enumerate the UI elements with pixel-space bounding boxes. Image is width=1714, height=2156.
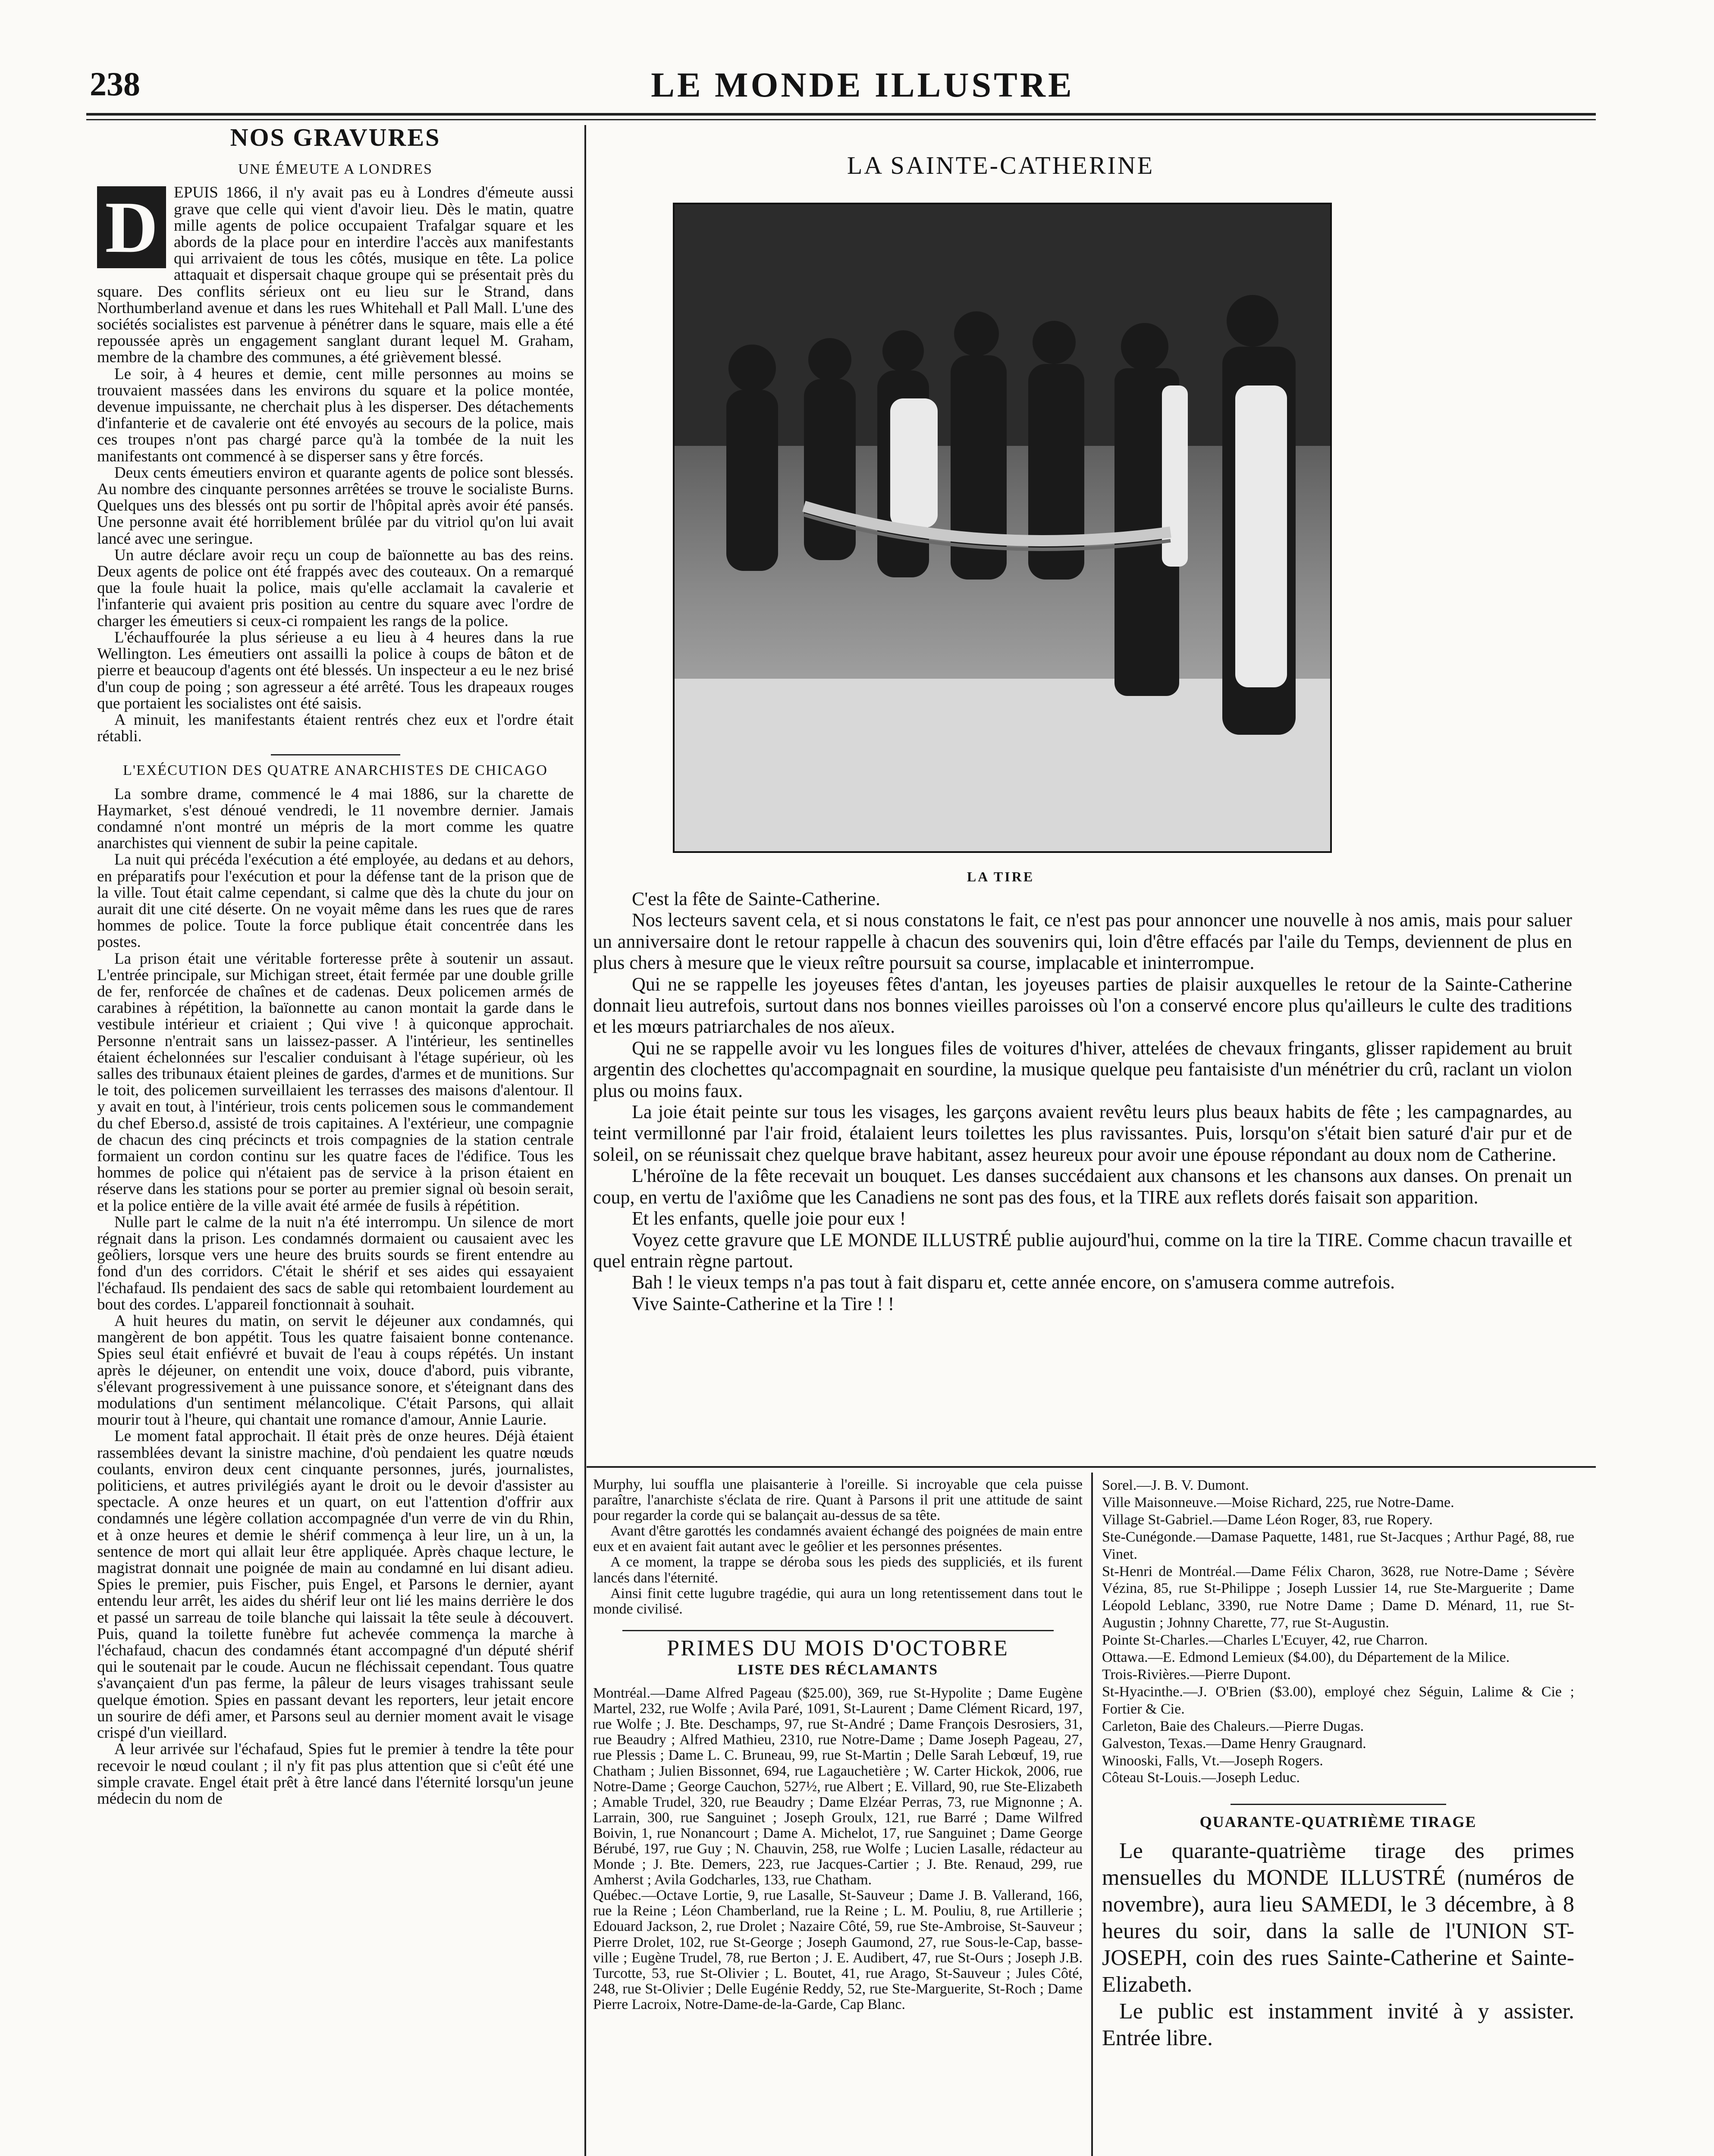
primes-entry: St-Hyacinthe.—J. O'Brien ($3.00), employé chez Séguin, Lalime & Cie ; Fortier & Cie. — [1102, 1683, 1574, 1717]
execution-continued-paragraph: Ainsi finit cette lugubre tragédie, qui aura un long retentissement dans tout le monde civilisé. — [593, 1585, 1083, 1617]
primes-entry: Village St-Gabriel.—Dame Léon Roger, 83, rue Ropery. — [1102, 1511, 1433, 1528]
sainte-catherine-paragraph: Vive Sainte-Catherine et la Tire ! ! — [632, 1293, 895, 1314]
execution-subtitle: L'EXÉCUTION DES QUATRE ANARCHISTES DE CHICAGO — [123, 762, 548, 779]
primes-entry: Montréal.—Dame Alfred Pageau ($25.00), 369, rue St-Hypolite ; Dame Eugène Martel, 232, rue Wolfe ; Avila Paré, 1091, St-Laurent ; Dame Clément Ricard, 197, rue Wolfe ; J. Bte. Deschamps, 97, rue St-André ; Dame François Desrosiers, 31, rue Beaudry ; Alfred Mathieu, 2310, rue Notre-Dame ; Dame Joseph Pageau, 27, rue Plessis ; Dame L. C. Bruneau, 99, rue St-Martin ; Delle Sarah Lebœuf, 19, rue Chatham ; Julien Bissonnet, 694, rue Lagauchetière ; W. Carter Hickok, 2006, rue Notre-Dame ; George Cauchon, 527½, rue Albert ; E. Villard, 90, rue Ste-Elizabeth ; Amable Trudel, 320, rue Beaudry ; Dame Elzéar Perras, 73, rue Mignonne ; A. Larrain, 300, rue Sanguinet ; Joseph Groulx, 121, rue Barré ; Dame Wilfred Boivin, 1, rue Nonancourt ; Dame A. Michelot, 17, rue Sanguinet ; Dame George Bérubé, 197, rue Guy ; N. Chauvin, 258, rue Wolfe ; Lucien Lasalle, rédacteur au Monde ; J. Bte. Demers, 223, rue Jacques-Cartier ; J. Bte. Renaud, 299, rue Amherst ; Avila Godcharles, 133, rue Chatham. — [593, 1685, 1083, 1888]
la-tire-engraving — [673, 203, 1332, 853]
nos-gravures-column — [97, 123, 574, 1808]
primes-entry: Ottawa.—E. Edmond Lemieux ($4.00), du Département de la Milice. — [1102, 1649, 1510, 1666]
primes-entry: Sorel.—J. B. V. Dumont. — [1102, 1477, 1249, 1493]
primes-entry: Québec.—Octave Lortie, 9, rue Lasalle, St-Sauveur ; Dame J. B. Vallerand, 166, rue la Reine ; Léon Chamberland, rue la Reine ; L. M. Pouliu, 8, rue Artillerie ; Edouard Jackson, 2, rue Drolet ; Nazaire Côté, 59, rue Ste-Ambroise, St-Sauveur ; Pierre Drolet, 102, rue St-George ; Joseph Gaumond, 27, rue Sous-le-Cap, basse-ville ; Eugène Trudel, 78, rue Berton ; J. E. Audibert, 47, rue St-Ours ; Joseph J.B. Turcotte, 53, rue St-Olivier ; L. Boutet, 41, rue Arago, St-Sauveur ; Jules Côté, 248, rue St-Olivier ; Delle Eugénie Reddy, 52, rue Ste-Marguerite, St-Roch ; Dame Pierre Lacroix, Notre-Dame-de-la-Garde, Cap Blanc. — [593, 1887, 1083, 2012]
article-divider — [271, 754, 400, 755]
primes-subtitle: LISTE DES RÉCLAMANTS — [737, 1661, 939, 1678]
tirage-notice — [1102, 1838, 1574, 2052]
primes-entry: Ste-Cunégonde.—Damase Paquette, 1481, rue St-Jacques ; Arthur Pagé, 88, rue Vinet. — [1102, 1529, 1574, 1562]
tirage-rule — [1231, 1804, 1446, 1805]
primes-entry: St-Henri de Montréal.—Dame Félix Charon, 3628, rue Notre-Dame ; Sévère Vézina, 85, rue St-Philippe ; Joseph Lussier 14, rue Ste-Marguerite ; Dame Léopold Leblanc, 3390, rue Notre Dame ; Dame D. Ménard, 11, rue St-Augustin ; Johnny Charette, 77, rue St-Augustin. — [1102, 1563, 1574, 1631]
tirage-paragraph: Le public est instamment invité à y assister. Entrée libre. — [1102, 1999, 1574, 2051]
emeute-paragraph: Un autre déclare avoir reçu un coup de baïonnette au bas des reins. Deux agents de police ont été frappés avec des couteaux. On a remarqué que la foule huait la police, mais qu'elle acclamait la cavalerie et l'infanterie qui avaient pris position au centre du square avec l'ordre de charger les émeutiers si ceux-ci rompaient les rangs de la police. — [97, 546, 574, 630]
execution-paragraph: La prison était une véritable forteresse prête à soutenir un assaut. L'entrée principale, sur Michigan street, était fermée par une double grille de fer, renforcée de chaînes et de cadenas. Deux policemen armés de carabines à répétition, la baïonnette au canon montait la garde dans le vestibule intérieur et criaient ; Qui vive ! à quiconque approchait. Personne n'entrait sans un laissez-passer. A l'intérieur, les sentinelles étaient échelonnées sur l'escalier conduisant à l'étage supérieur, où les salles des tribunaux étaient pleines de gardes, d'armes et de munitions. Sur le toit, des policemen surveillaient les terrasses des maisons d'alentour. Il y avait en tout, à l'intérieur, trois cents policemen sous le commandement du chef Eberso.d, assisté de trois capitaines. A l'extérieur, une compagnie de chacun des cinq précincts et trois compagnies de la station centrale formaient un cordon continu sur les quatre faces de l'édifice. Tous les hommes de police qui n'étaient pas de service à la prison étaient en réserve dans les stations pour se porter au premier signal où besoin serait, et la police entière de la ville avait été armée de fusils à répétition. — [97, 950, 574, 1215]
execution-continued-paragraph: A ce moment, la trappe se déroba sous les pieds des suppliciés, et ils furent lancés dans l'éternité. — [593, 1554, 1083, 1586]
emeute-paragraph: Le soir, à 4 heures et demie, cent mille personnes au moins se trouvaient massées dans les environs du square et la police montée, devenue impuissante, ne cherchait plus à les disperser. Des détachements d'infanterie et de cavalerie ont été envoyés au secours de la police, mais ces troupes n'ont pas chargé parce qu'à la tombée de la nuit les manifestants ont commencé à se disperser sans y être forcés. — [97, 365, 574, 465]
primes-entry: Côteau St-Louis.—Joseph Leduc. — [1102, 1770, 1300, 1786]
sainte-catherine-paragraph: La joie était peinte sur tous les visages, les garçons avaient revêtu leurs plus beaux habits de fête ; les campagnardes, au teint vermillonné par l'air froid, étalaient leurs toilettes les plus ravissantes. Puis, lorsqu'on s'était bien saturé d'air pur et de soleil, on se réunissait chez quelque brave habitant, assez heureux pour avoir une épouse répondant au doux nom de Catherine. — [593, 1101, 1572, 1165]
emeute-paragraph: Deux cents émeutiers environ et quarante agents de police sont blessés. Au nombre des cinquante personnes arrêtées se trouve le socialiste Burns. Quelques uns des blessés ont pu sortir de l'hôpital après avoir été pansés. Une personne avait été horriblement brûlée par du vitriol qu'on lui avait lancé avec une seringue. — [97, 464, 574, 548]
execution-paragraph: Nulle part le calme de la nuit n'a été interrompu. Un silence de mort régnait dans la prison. Les condamnés dormaient ou causaient avec les geôliers, lorsque vers une heure des bruits sourds se firent entendre au fond d'un des corridors. C'était le shérif et ses aides qui essayaient l'échafaud. Ils pendaient des sacs de sable qui retombaient lourdement au bout des cordes. L'appareil fonctionnait à souhait. — [97, 1213, 574, 1313]
sainte-catherine-text — [593, 888, 1572, 1314]
primes-entry: Carleton, Baie des Chaleurs.—Pierre Dugas. — [1102, 1718, 1364, 1734]
emeute-paragraph: L'échauffourée la plus sérieuse a eu lieu à 4 heures dans la rue Wellington. Les émeutiers ont assailli la police à coups de bâton et de pierre et beaucoup d'agents ont été blessés. Un inspecteur a eu le nez brisé d'un coup de poing ; son agresseur a été arrêté. Tous les drapeaux rouges que portaient les socialistes ont été saisis. — [97, 628, 574, 712]
page-number: 238 — [90, 65, 140, 103]
sainte-catherine-paragraph: Qui ne se rappelle les joyeuses fêtes d'antan, les joyeuses parties de plaisir auxquelles le retour de la Sainte-Catherine donnait lieu autrefois, surtout dans nos bonnes vieilles paroisses où l'on a conservé encore plus qu'ailleurs le culte des traditions et les mœurs patriarchales de nos aïeux. — [593, 973, 1572, 1037]
primes-continued-column — [1102, 1477, 1574, 2052]
nos-gravures-title: NOS GRAVURES — [230, 123, 441, 151]
sainte-catherine-paragraph: Et les enfants, quelle joie pour eux ! — [632, 1208, 906, 1229]
sainte-catherine-paragraph: Bah ! le vieux temps n'a pas tout à fait disparu et, cette année encore, on s'amusera comme autrefois. — [632, 1272, 1395, 1293]
execution-paragraph: La sombre drame, commencé le 4 mai 1886, sur la charette de Haymarket, s'est dénoué vendredi, le 11 novembre dernier. Jamais condamné n'ont montré un mépris de la mort comme les quatre anarchistes qui viennent de subir la peine capitale. — [97, 785, 574, 852]
sainte-catherine-paragraph: Nos lecteurs savent cela, et si nous constatons le fait, ce n'est pas pour annoncer une nouvelle à nos amis, mais pour saluer un anniversaire dont le retour rappelle à chacun des souvenirs qui, loin d'être effacés par l'aile du Temps, deviennent de plus en plus chers à mesure que le vieux reître poursuit sa course, implacable et ininterrompue. — [593, 909, 1572, 974]
column-divider — [584, 125, 586, 2156]
sainte-catherine-paragraph: L'héroïne de la fête recevait un bouquet. Les danses succédaient aux chansons et les chansons aux danses. On prenait un coup, en vertu de l'axiôme que les Canadiens ne sont pas des fous, et la TIRE aux reflets dorés faisait son apparition. — [593, 1165, 1572, 1208]
tirage-title: QUARANTE-QUATRIÈME TIRAGE — [1199, 1813, 1477, 1831]
execution-continued-paragraph: Avant d'être garottés les condamnés avaient échangé des poignées de main entre eux et en avaient fait autant avec le geôlier et les personnes présentes. — [593, 1523, 1083, 1555]
execution-paragraph: La nuit qui précéda l'exécution a été employée, au dedans et au dehors, en préparatifs pour l'exécution et pour la défense tant de la prison que de la ville. Tout était calme cependant, si calme que dès la chute du jour on aurait dit une cité déserte. On ne voyait même dans les rues que de rares hommes de police. Toute la force publique était concentrée dans les postes. — [97, 851, 574, 951]
execution-paragraph: Le moment fatal approchait. Il était près de onze heures. Déjà étaient rassemblées devant la sinistre machine, d'où pendaient les quatre nœuds coulants, environ deux cent cinquante personnes, jurés, journalistes, politiciens, et autres privilégiés ayant le droit ou le devoir d'assister au spectacle. A onze heures et un quart, on eut l'attention d'offrir aux condamnés une légère collation accompagnée d'un verre de vin du Rhin, et à onze heures et demie le shérif commença à leur lire, un à un, la sentence de mort qui allait leur être appliquée. Après chaque lecture, le magistrat donnait une poignée de main au condamné en lui disant adieu. Spies le premier, puis Fischer, puis Engel, et Parsons le dernier, ayant entendu leur arrêt, les aides du shérif leur ont lié les mains derrière le dos et passé un sarreau de toile blanche qui laissait la tête seule à découvert. Puis, quand la toilette funèbre fut achevée commença la marche à l'échafaud, chacun des condamnés étant accompagné d'un député shérif qui le soutenait par le coude. Aucun ne fléchissait cependant. Tous quatre s'avançaient d'un pas ferme, la pâleur de leurs visages trahissant seule quelque émotion. Spies en passant devant les reporters, leur jetait encore un sourire de défi amer, et Parsons seul au dernier moment avait le visage crispé d'un vieillard. — [97, 1427, 574, 1742]
execution-continued-paragraph: Murphy, lui souffla une plaisanterie à l'oreille. Si incroyable que cela puisse paraître, l'anarchiste s'éclata de rire. Quant à Parsons il prit une attitude de saint pour regarder la corde qui se balançait au-dessus de sa tête. — [593, 1476, 1083, 1524]
tirage-paragraph: Le quarante-quatrième tirage des primes mensuelles du MONDE ILLUSTRÉ (numéros de novembre), aura lieu SAMEDI, le 3 décembre, à 8 heures du soir, dans la salle de l'UNION ST-JOSEPH, coin des rues Sainte-Catherine et Sainte-Elizabeth. — [1102, 1839, 1574, 1997]
header-rule-thin — [86, 119, 1596, 120]
header-rule — [86, 113, 1596, 116]
sainte-catherine-paragraph: Qui ne se rappelle avoir vu les longues files de voitures d'hiver, attelées de chevaux fringants, glisser rapidement au bruit argentin des clochettes qu'accompagnait en sourdine, la musique quelque peu fantaisiste d'un ménétrier du crû, raclant un violon plus ou moins faux. — [593, 1037, 1572, 1101]
primes-entry: Pointe St-Charles.—Charles L'Ecuyer, 42, rue Charron. — [1102, 1632, 1428, 1648]
primes-rule — [622, 1630, 1054, 1631]
sainte-catherine-paragraph: Voyez cette gravure que LE MONDE ILLUSTRÉ publie aujourd'hui, comme on la tire la TIRE. Comme chacun travaille et quel entrain règne partout. — [593, 1229, 1572, 1272]
sainte-catherine-paragraph: C'est la fête de Sainte-Catherine. — [632, 888, 881, 909]
primes-entry: Winooski, Falls, Vt.—Joseph Rogers. — [1102, 1752, 1323, 1769]
engraving-scene — [675, 204, 1330, 851]
journal-title: LE MONDE ILLUSTRE — [651, 65, 1074, 104]
column-divider-2 — [1091, 1473, 1093, 2156]
execution-continued-column — [593, 1477, 1083, 2012]
section-rule — [587, 1466, 1596, 1468]
execution-paragraph: A huit heures du matin, on servit le déjeuner aux condamnés, qui mangèrent de bon appétit. Tous les quatre faisaient bonne contenance. Spies seul était enfiévré et buvait de l'eau à coups répétés. Un instant après le déjeuner, on entendit une voix, douce d'abord, puis vibrante, s'élevant progressivement à une puissance sonore, et s'éteignant dans des modulations d'un sentiment mélancolique. C'était Parsons, qui allait mourir tout à l'heure, qui chantait une romance d'amour, Annie Laurie. — [97, 1312, 574, 1429]
execution-paragraph: A leur arrivée sur l'échafaud, Spies fut le premier à tendre la tête pour recevoir le nœud coulant ; il n'y fit pas plus attention que si c'eût été une simple cravate. Engel était prêt à être lancé dans l'éternité lorsqu'un jeune médecin du nom de — [97, 1740, 574, 1808]
primes-entry: Ville Maisonneuve.—Moise Richard, 225, rue Notre-Dame. — [1102, 1494, 1454, 1510]
emeute-paragraph: EPUIS 1866, il n'y avait pas eu à Londres d'émeute aussi grave que celle qui vient d'avoir lieu. Dès le matin, quatre mille agents de police occupaient Trafalgar square et les abords de la place pour en interdire l'accès aux manifestants qui arrivaient de tous les côtés, musique en tête. La police attaquait et dispersait chaque groupe qui se présentait près du square. Des conflits sérieux ont eu lieu sur le Strand, dans Northumberland avenue et dans les rues Whitehall et Pall Mall. L'une des sociétés socialistes est parvenue à pénétrer dans le square, mais elle a été repoussée après un engagement sanglant durant lequel M. Graham, membre de la chambre des communes, a été grièvement blessé. — [97, 184, 574, 367]
dropcap-letter: D — [97, 186, 166, 268]
engraving-caption: LA TIRE — [967, 869, 1035, 884]
primes-entry: Galveston, Texas.—Dame Henry Graugnard. — [1102, 1735, 1366, 1752]
sainte-catherine-title: LA SAINTE-CATHERINE — [847, 151, 1155, 179]
primes-entry: Trois-Rivières.—Pierre Dupont. — [1102, 1666, 1291, 1683]
emeute-paragraph: A minuit, les manifestants étaient rentrés chez eux et l'ordre était rétabli. — [97, 711, 574, 746]
primes-title: PRIMES DU MOIS D'OCTOBRE — [667, 1636, 1009, 1661]
emeute-subtitle: UNE ÉMEUTE A LONDRES — [238, 161, 433, 178]
